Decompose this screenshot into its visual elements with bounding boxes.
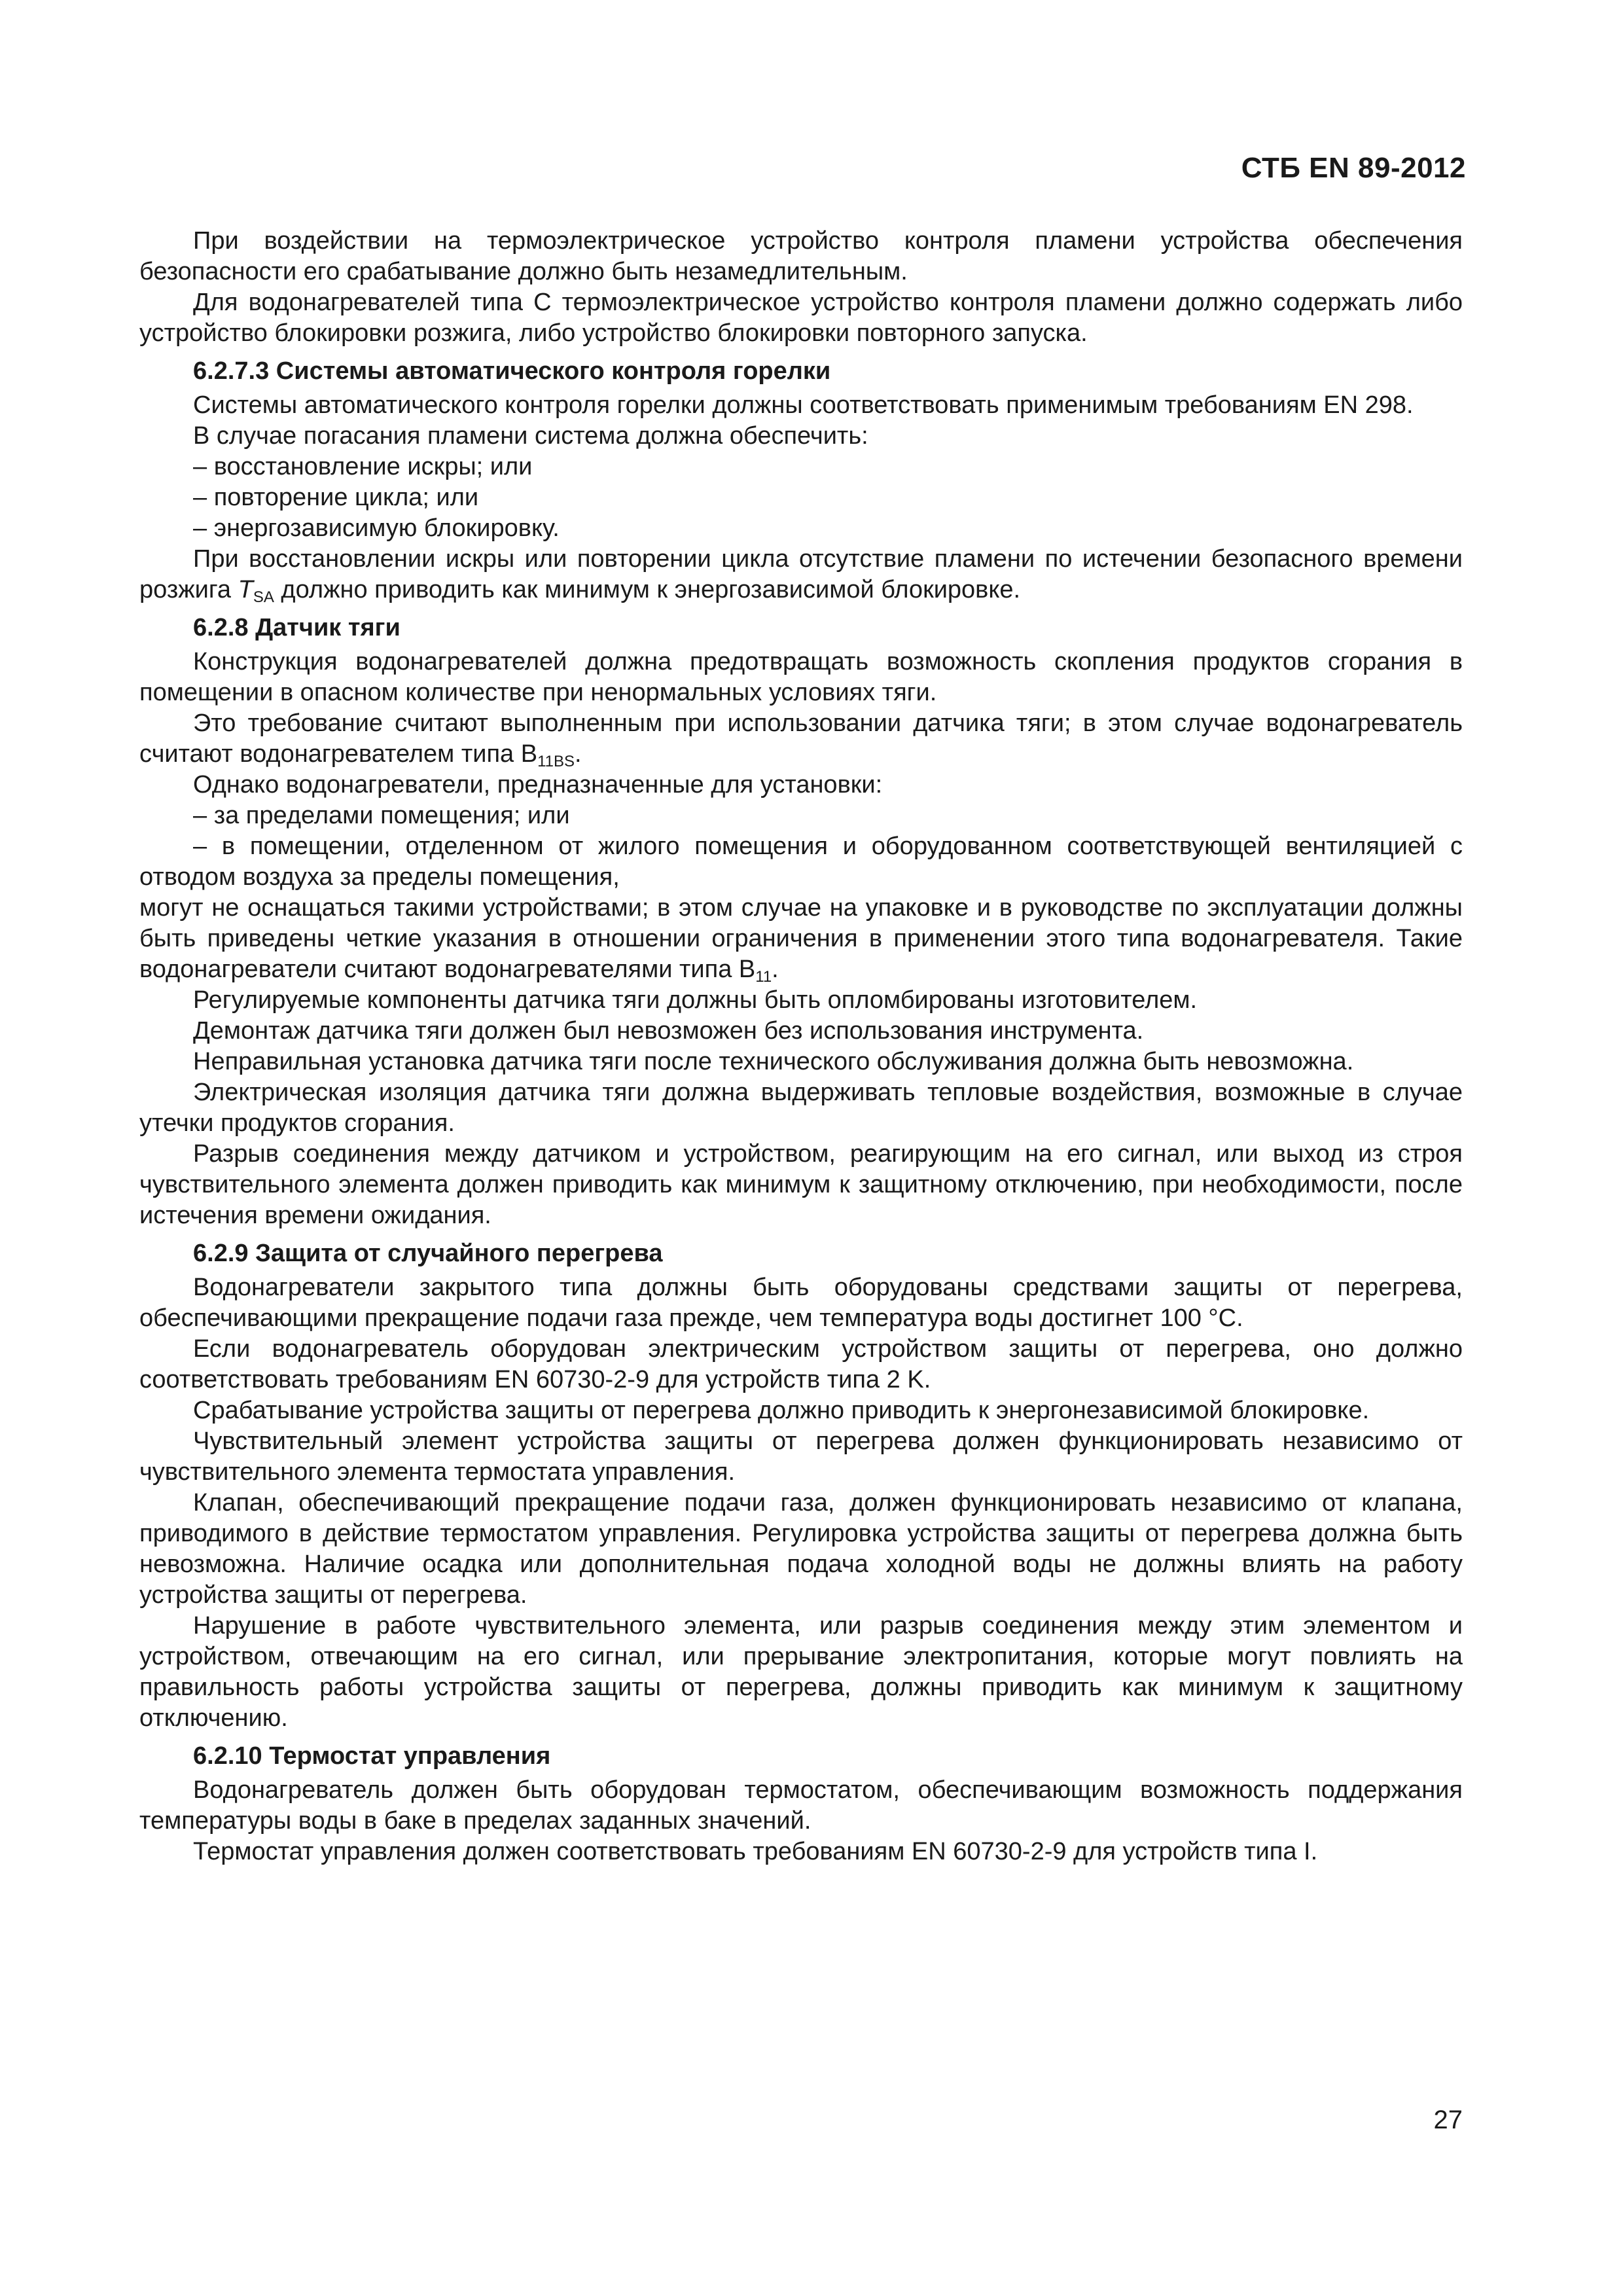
- text-run: При восстановлении искры или повторении цикла отсутствие пламени по истечении безопасного времени розжига: [139, 545, 1463, 603]
- paragraph: Конструкция водонагревателей должна предотвращать возможность скопления продуктов сгорания в помещении в опасном количестве при ненормальных условиях тяги.: [139, 648, 1463, 706]
- paragraph: Системы автоматического контроля горелки должны соответствовать применимым требованиям EN 298.: [193, 391, 1414, 419]
- paragraph: Водонагреватели закрытого типа должны быть оборудованы средствами защиты от перегрева, обеспечивающими прекращение подачи газа прежде, чем температура воды достигнет 100 °С.: [139, 1274, 1463, 1332]
- text-run: .: [772, 956, 779, 983]
- list: [139, 800, 1463, 893]
- subscript: 11BS: [537, 753, 575, 770]
- paragraph: Электрическая изоляция датчика тяги должна выдерживать тепловые воздействия, возможные в случае утечки продуктов сгорания.: [139, 1079, 1463, 1137]
- paragraph: [139, 708, 1463, 770]
- paragraph: [139, 544, 1463, 605]
- list-item: – повторение цикла; или: [193, 484, 479, 511]
- list: [139, 452, 1463, 544]
- paragraph: Термостат управления должен соответствовать требованиям EN 60730-2-9 для устройств типа I.: [193, 1838, 1318, 1865]
- section-heading-6-2-10: 6.2.10 Термостат управления: [193, 1742, 551, 1770]
- list-item: – в помещении, отделенном от жилого помещения и оборудованном соответствующей вентиляцией с отводом воздуха за пределы помещения,: [139, 833, 1463, 891]
- paragraph: Если водонагреватель оборудован электрическим устройством защиты от перегрева, оно должно соответствовать требованиям EN 60730-2-9 для устройств типа 2 K.: [139, 1335, 1463, 1393]
- paragraph: Для водонагревателей типа С термоэлектрическое устройство контроля пламени должно содержать либо устройство блокировки розжига, либо устройство блокировки повторного запуска.: [139, 289, 1463, 347]
- paragraph: Срабатывание устройства защиты от перегрева должно приводить к энергонезависимой блокировке.: [193, 1397, 1370, 1424]
- paragraph: В случае погасания пламени система должна обеспечить:: [193, 422, 868, 450]
- symbol-t: T: [238, 576, 253, 603]
- paragraph: Чувствительный элемент устройства защиты от перегрева должен функционировать независимо от чувствительного элемента термостата управления.: [139, 1427, 1463, 1486]
- subscript: SA: [253, 588, 274, 606]
- paragraph: Нарушение в работе чувствительного элемента, или разрыв соединения между этим элементом и устройством, отвечающим на его сигнал, или прерывание электропитания, которые могут повлиять на правильность работы устройства защиты от перегрева, должны приводить как минимум к защитному отключению.: [139, 1612, 1463, 1732]
- paragraph: Регулируемые компоненты датчика тяги должны быть опломбированы изготовителем.: [193, 986, 1198, 1014]
- paragraph: Клапан, обеспечивающий прекращение подачи газа, должен функционировать независимо от клапана, приводимого в действие термостатом управления. Регулировка устройства защиты от перегрева должна быть невозможна. Наличие осадка или дополнительная подача холодной воды не должны влиять на работу устройства защиты от перегрева.: [139, 1489, 1463, 1609]
- section-heading-6-2-7-3: 6.2.7.3 Системы автоматического контроля горелки: [193, 357, 831, 385]
- paragraph: Демонтаж датчика тяги должен был невозможен без использования инструмента.: [193, 1017, 1144, 1045]
- paragraph: Однако водонагреватели, предназначенные для установки:: [193, 771, 883, 798]
- section-heading-6-2-8: 6.2.8 Датчик тяги: [193, 614, 401, 641]
- subscript: 11: [755, 968, 772, 986]
- list-item: – энергозависимую блокировку.: [193, 514, 560, 542]
- paragraph: Неправильная установка датчика тяги после технического обслуживания должна быть невозможна.: [193, 1048, 1354, 1075]
- page-number: 27: [1433, 2106, 1463, 2134]
- document-body: [139, 226, 1463, 1867]
- text-run: .: [575, 740, 582, 768]
- section-heading-6-2-9: 6.2.9 Защита от случайного перегрева: [193, 1240, 663, 1267]
- paragraph: [139, 893, 1463, 985]
- list-item: – восстановление искры; или: [193, 453, 533, 480]
- paragraph: При воздействии на термоэлектрическое устройство контроля пламени устройства обеспечения безопасности его срабатывание должно быть незамедлительным.: [139, 227, 1463, 285]
- text-run: могут не оснащаться такими устройствами; в этом случае на упаковке и в руководстве по эксплуатации должны быть приведены четкие указания в отношении ограничения в применении этого типа водонагревателя. Такие водонагреватели считают водонагревателями типа B: [139, 894, 1463, 983]
- text-run: должно приводить как минимум к энергозависимой блокировке.: [274, 576, 1021, 603]
- text-run: Это требование считают выполненным при использовании датчика тяги; в этом случае водонагреватель считают водонагревателем типа B: [139, 709, 1463, 768]
- paragraph: Разрыв соединения между датчиком и устройством, реагирующим на его сигнал, или выход из строя чувствительного элемента должен приводить как минимум к защитному отключению, при необходимости, после истечения времени ожидания.: [139, 1140, 1463, 1229]
- paragraph: Водонагреватель должен быть оборудован термостатом, обеспечивающим возможность поддержания температуры воды в баке в пределах заданных значений.: [139, 1776, 1463, 1835]
- document-code: СТБ EN 89-2012: [1241, 152, 1466, 184]
- list-item: – за пределами помещения; или: [193, 802, 570, 829]
